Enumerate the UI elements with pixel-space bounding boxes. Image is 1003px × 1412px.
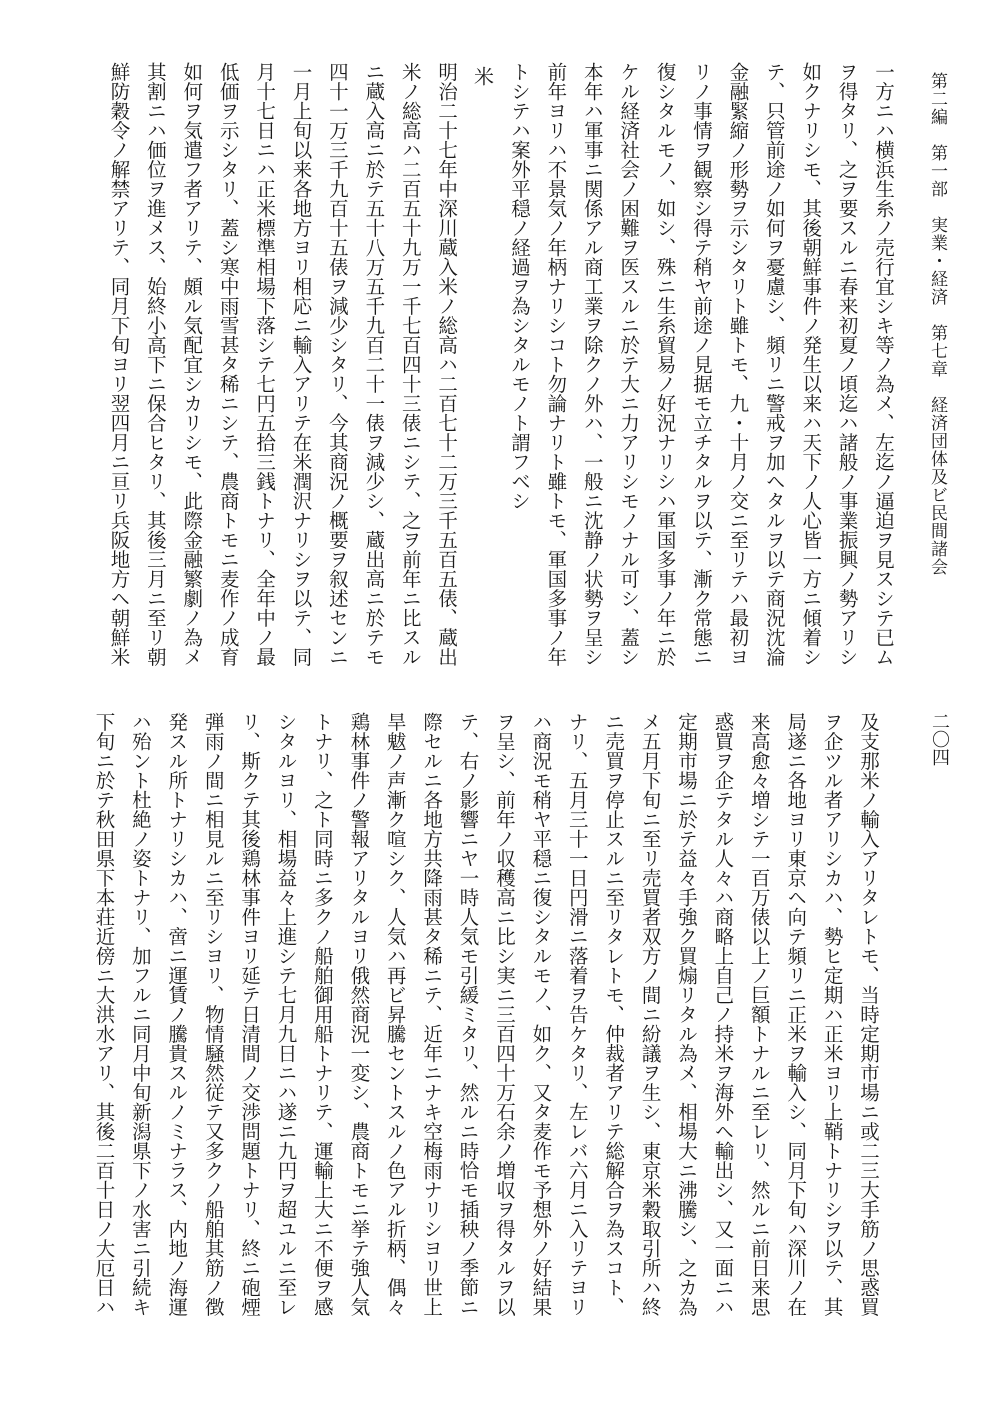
text-line: トナリ、之ト同時ニ多クノ船舶御用船トナリテ、運輸上大ニ不便ヲ感 bbox=[310, 712, 334, 1317]
text-line: 定期市場ニ於テ益々手強ク買煽リタル為メ、相場大ニ沸騰シ、之カ為 bbox=[674, 712, 698, 1317]
top-text-block bbox=[86, 62, 901, 702]
text-line: 如クナリシモ、其後朝鮮事件ノ発生以来ハ天下ノ人心皆一方ニ傾着シ bbox=[799, 62, 823, 667]
text-line: 局遂ニ各地ヨリ東京ヘ向テ頻リニ正米ヲ輸入シ、同月下旬ハ深川ノ在 bbox=[784, 712, 808, 1317]
text-line: 弾雨ノ間ニ相見ルニ至リシヨリ、物情騒然従テ又多クノ船舶其筋ノ徴 bbox=[201, 712, 225, 1317]
text-line: 如何ヲ気遣フ者アリテ、頗ル気配宜シカリシモ、此際金融繁劇ノ為メ bbox=[180, 62, 204, 667]
text-line: 旱魃ノ声漸ク喧シク、人気ハ再ビ昇騰セントスルノ色アル折柄、偶々 bbox=[383, 712, 407, 1317]
text-line: 一月上旬以来各地方ヨリ相応ニ輸入アリテ在米潤沢ナリシヲ以テ、同 bbox=[289, 62, 313, 667]
bottom-text-block bbox=[86, 712, 886, 1352]
text-line: テ、右ノ影響ニヤ一時人気モ引緩ミタリ、然ルニ時恰モ插秧ノ季節ニ bbox=[456, 712, 480, 1317]
text-line: 来高愈々増シテ一百万俵以上ノ巨額トナルニ至レリ、然ルニ前日来思 bbox=[747, 712, 771, 1317]
text-line: 低価ヲ示シタリ、蓋シ寒中雨雪甚タ稀ニシテ、農商トモニ麦作ノ成育 bbox=[216, 62, 240, 667]
text-line: ヲ呈シ、前年ノ収穫高ニ比シ実ニ三百四十万石余ノ増収ヲ得タルヲ以 bbox=[492, 712, 516, 1317]
text-line: 明治二十七年中深川蔵入米ノ総高ハ二百七十二万三千五百五俵、蔵出 bbox=[435, 62, 459, 667]
text-line: 発スル所トナリシカハ、啻ニ運賃ノ騰貴スルノミナラス、内地ノ海運 bbox=[165, 712, 189, 1317]
text-line: トシテハ案外平穏ノ経過ヲ為シタルモノト謂フベシ bbox=[507, 62, 531, 511]
text-line: シタルヨリ、相場益々上進シテ七月九日ニハ遂ニ九円ヲ超ユルニ至レ bbox=[274, 712, 298, 1317]
text-line: 下旬ニ於テ秋田県下本荘近傍ニ大洪水アリ、其後二百十日ノ大厄日ハ bbox=[92, 712, 116, 1317]
text-line: 其割ニハ価位ヲ進メス、始終小高下ニ保合ヒタリ、其後三月ニ至リ朝 bbox=[143, 62, 167, 667]
text-line: メ五月下旬ニ至リ売買者双方ノ間ニ紛議ヲ生シ、東京米穀取引所ハ終 bbox=[638, 712, 662, 1317]
text-line: 及支那米ノ輸入アリタレトモ、当時定期市場ニ或二三大手筋ノ思惑買 bbox=[857, 712, 880, 1317]
text-line: ナリ、五月三十一日円滑ニ落着ヲ告ケタリ、左レバ六月ニ入リテヨリ bbox=[565, 712, 589, 1317]
text-line: 月十七日ニハ正米標準相場下落シテ七円五拾三銭トナリ、全年中ノ最 bbox=[253, 62, 277, 667]
text-line: ニ蔵入高ニ於テ五十八万五千九百二十一俵ヲ減少シ、蔵出高ニ於テモ bbox=[362, 62, 386, 667]
text-line: 前年ヨリハ不景気ノ年柄ナリシコト勿論ナリト雖トモ、軍国多事ノ年 bbox=[544, 62, 568, 667]
text-line: 惑買ヲ企テタル人々ハ商略上自己ノ持米ヲ海外ヘ輸出シ、又一面ニハ bbox=[711, 712, 735, 1317]
page-number: 二〇四 bbox=[929, 712, 950, 766]
text-line: ケル経済社会ノ困難ヲ医スルニ於テ大ニ力アリシモノナル可シ、蓋シ bbox=[617, 62, 641, 667]
text-line: ハ殆ント杜絶ノ姿トナリ、加フルニ同月中旬新潟県下ノ水害ニ引続キ bbox=[128, 712, 152, 1317]
text-line: 際セルニ各地方共降雨甚タ稀ニテ、近年ニナキ空梅雨ナリシヨリ世上 bbox=[420, 712, 444, 1317]
text-line: ヲ企ツル者アリシカハ、勢ヒ定期ハ正米ヨリ上鞘トナリシヲ以テ、其 bbox=[820, 712, 844, 1317]
text-line: 一方ニハ横浜生糸ノ売行宜シキ等ノ為メ、左迄ノ逼迫ヲ見スシテ已ム bbox=[872, 62, 895, 667]
section-heading: 米 bbox=[470, 66, 495, 86]
text-line: ニ売買ヲ停止スルニ至リタレトモ、仲裁者アリテ総解合ヲ為スコト、 bbox=[602, 712, 626, 1317]
text-line: ヲ得タリ、之ヲ要スルニ春来初夏ノ頃迄ハ諸般ノ事業振興ノ勢アリシ bbox=[835, 62, 859, 667]
text-line: 米ノ総高ハ二百五十九万一千七百四十三俵ニシテ、之ヲ前年ニ比スル bbox=[398, 62, 422, 667]
text-line: 復シタルモノ、如シ、殊ニ生糸貿易ノ好況ナリシハ軍国多事ノ年ニ於 bbox=[653, 62, 677, 667]
text-line: 鶏林事件ノ警報アリタルヨリ俄然商況一変シ、農商トモニ挙テ強人気 bbox=[347, 712, 371, 1317]
text-line: テ、只管前途ノ如何ヲ憂慮シ、頻リニ警戒ヲ加ヘタルヲ以テ商況沈淪 bbox=[762, 62, 786, 667]
text-line: リ、斯クテ其後鶏林事件ヨリ延テ日清間ノ交渉問題トナリ、終ニ砲煙 bbox=[238, 712, 262, 1317]
text-line: ハ商況モ稍ヤ平穏ニ復シタルモノ、如ク、又タ麦作モ予想外ノ好結果 bbox=[529, 712, 553, 1317]
section-heading-column bbox=[464, 62, 500, 702]
text-line: 鮮防穀令ノ解禁アリテ、同月下旬ヨリ翌四月ニ亘リ兵阪地方ヘ朝鮮米 bbox=[107, 62, 131, 667]
text-line: リノ事情ヲ観察シ得テ稍ヤ前途ノ見据モ立チタルヲ以テ、漸ク常態ニ bbox=[689, 62, 713, 667]
text-line: 本年ハ軍事ニ関係アル商工業ヲ除クノ外ハ、一般ニ沈静ノ状勢ヲ呈シ bbox=[580, 62, 604, 667]
text-line: 金融緊縮ノ形勢ヲ示シタリト雖トモ、九・十月ノ交ニ至リテハ最初ヨ bbox=[726, 62, 750, 667]
running-header: 第二編 第一部 実業・経済 第七章 経済団体及ビ民間諸会 bbox=[927, 72, 947, 576]
text-line: 四十一万三千九百十五俵ヲ減少シタリ、今其商況ノ概要ヲ叙述センニ bbox=[325, 62, 349, 667]
